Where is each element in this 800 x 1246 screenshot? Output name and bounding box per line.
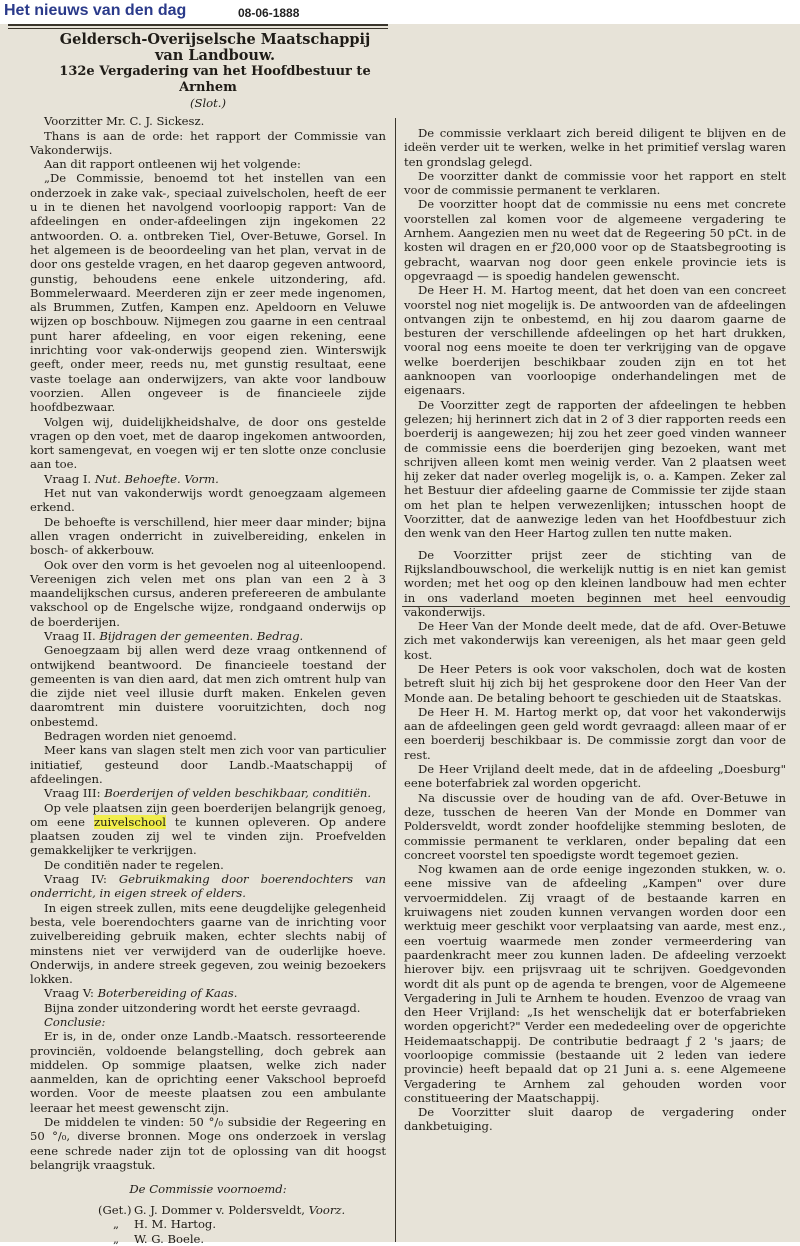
paragraph: Volgen wij, duidelijkheidshalve, de door ons gestelde vragen op den voet, met de daarop ingekomen antwoorden, kort samengevat, en voegen wij er ten slotte onze conclusie aan toe. bbox=[30, 414, 386, 472]
paragraph: De Heer Van der Monde deelt mede, dat de afd. Over-Betuwe zich met vakonderwijs kan vereenigen, als het maar geen geld kost. bbox=[404, 619, 786, 662]
paragraph: Ook over den vorm is het gevoelen nog al uiteenloopend. Vereenigen zich velen met ons plan van een 2 à 3 maandelijkschen cursus, anderen prefereeren de ambulante vakschool op de Engelsche wijze, rondgaand onderwijs op de boerderijen. bbox=[30, 557, 386, 629]
question-heading: Vraag V: Boterbereiding of Kaas. bbox=[44, 986, 238, 1001]
site-header bbox=[0, 0, 800, 24]
paragraph: Het nut van vakonderwijs wordt genoegzaam algemeen erkend. bbox=[30, 486, 386, 515]
paragraph: De behoefte is verschillend, hier meer daar minder; bijna allen vragen onderricht in zuivelbereiding, enkelen in bosch- of akkerbouw. bbox=[30, 514, 386, 558]
paragraph: De middelen te vinden: 50 °/₀ subsidie der Regeering en 50 °/₀, diverse bronnen. Moge ons onderzoek in verslag eene schrede nader zijn tot de oplossing van dit hoogst belangrijk vraagstuk. bbox=[30, 1115, 386, 1172]
question-heading: Vraag II. Bijdragen der gemeenten. Bedrag. bbox=[44, 628, 304, 643]
paragraph: De Heer Peters is ook voor vakscholen, doch wat de kosten betreft sluit hij zich bij het gesprokene door den Heer Van der Monde aan. De betaling behoort te geschieden uit de Staatskas. bbox=[404, 661, 786, 705]
paragraph: Bedragen worden niet genoemd. bbox=[44, 729, 237, 744]
column-divider bbox=[395, 118, 396, 1242]
paragraph: De Voorzitter sluit daarop de vergadering onder dankbetuiging. bbox=[404, 1105, 786, 1134]
newspaper-clipping bbox=[0, 24, 800, 1246]
article-title-line1: Geldersch-Overijselsche Maatschappij bbox=[59, 31, 371, 48]
paragraph: De Voorzitter zegt de rapporten der afdeelingen te hebben gelezen; hij herinnert zich dat in 2 of 3 dier rapporten reeds een boerderij is aangewezen; hij zou het zeer goed vinden wanneer de commissie eens die boerderijen ging bezoeken, want met schrijven alleen komt men weinig verder. Van 2 plaatsen weet hij zeker dat nader overleg mogelijk is, o. a. Kampen. Zeker zal het Bestuur dier afdeeling gaarne de Commissie ter zijde staan om het plan te helpen verwezenlijken; intusschen hoopt de Voorzitter, dat de aanwezige leden van het Hoofdbestuur zich den wenk van den Heer Hartog zullen ten nutte maken. bbox=[404, 397, 786, 541]
conclusion-heading: Conclusie: bbox=[44, 1015, 106, 1029]
paragraph: Genoegzaam bij allen werd deze vraag ontkennend of ontwijkend beantwoord. De financieele toestand der gemeenten is van dien aard, dat men zich omtrent hulp van die zijde niet veel illusie durft maken. Enkelen geven daaromtrent min duistere vooruitzichten, doch nog onbestemd. bbox=[30, 643, 386, 729]
signatures bbox=[30, 1203, 386, 1246]
paragraph: Aan dit rapport ontleenen wij het volgende: bbox=[44, 157, 301, 172]
paragraph: Op vele plaatsen zijn geen boerderijen belangrijk genoeg, om eene zuivelschool te kunnen opleveren. Op andere plaatsen zouden zij wel te vinden zijn. Proefvelden gemakkelijker te verkrijgen. bbox=[30, 800, 386, 858]
signature-line: „ H. M. Hartog. bbox=[112, 1217, 217, 1232]
paragraph: Thans is aan de orde: het rapport der Commissie van Vakonderwijs. bbox=[30, 128, 386, 157]
paragraph: Meer kans van slagen stelt men zich voor van particulier initiatief, gesteund door Landb.-Maatschappij of afdeelingen. bbox=[30, 743, 386, 786]
highlighted-term: zuivelschool bbox=[93, 814, 166, 829]
article-title-line2: van Landbouw. bbox=[154, 47, 276, 64]
site-title: Het nieuws van den dag bbox=[4, 2, 187, 19]
paragraph: Bijna zonder uitzondering wordt het eerste gevraagd. bbox=[44, 1000, 361, 1015]
signature-line: „ W. G. Boele. bbox=[112, 1231, 205, 1246]
paragraph: De Voorzitter prijst zeer de stichting van de Rijkslandbouwschool, die werkelijk nuttig is en niet kan gemist worden; met het oog op den kleinen landbouw had men echter in ons vaderland moeten beginnen met heel eenvoudig vakonderwijs. bbox=[404, 547, 786, 619]
left-column bbox=[30, 32, 386, 1246]
paragraph: Nog kwamen aan de orde eenige ingezonden stukken, w. o. eene missive van de afdeeling „Kampen" over dure vervoermiddelen. Zij vraagt of de bestaande karren en kruiwagens niet zouden kunnen vervangen worden door een werktuig meer geschikt voor verplaatsing van aarde, mest enz., een voertuig waarmede men zonder vermeerdering van paardenkracht meer zou kunnen laden. De afdeeling verzoekt hierover bijv. een prijsvraag uit te schrijven. Goedgevonden wordt dit als punt op de agenda te brengen, voor de Algemeene Vergadering in Juli te Arnhem te houden. Evenzoo de vraag van den Heer Vrijland: „Is het wenschelijk dat er boterfabrieken worden opgericht?" Verder een mededeeling over de opgerichte Heidemaatschappij. De contributie bedraagt ƒ 2 's jaars; de voorloopige commissie (bestaande uit 2 leden van iedere provincie) heeft bepaald dat op 21 Juni a. s. eene Algemeene Vergadering te Arnhem zal gehouden worden voor constitueering der Maatschappij. bbox=[404, 862, 786, 1105]
article-subtitle: 132e Vergadering van het Hoofdbestuur te Arnhem bbox=[59, 64, 371, 95]
article-slot: (Slot.) bbox=[189, 96, 227, 110]
paragraph: Voorzitter Mr. C. J. Sickesz. bbox=[44, 114, 205, 129]
paragraph: De conditiën nader te regelen. bbox=[44, 857, 224, 872]
paragraph: „De Commissie, benoemd tot het instellen van een onderzoek in zake vak-, speciaal zuivelscholen, heeft de eer u in te dienen het navolgend voorloopig rapport: Van de afdeelingen en onder-afdeelingen zijn ingekomen 22 antwoorden. O. a. ontbreken Tiel, Over-Betuwe, Gorsel. In het algemeen is de beoordeeling van het plan, vervat in de door ons gestelde vragen, en het daarop gegeven antwoord, gunstig, behoudens eene enkele uitzondering, afd. Bommelerwaard. Meerderen zijn er zeer mede ingenomen, als Brummen, Zutfen, Kampen enz. Apeldoorn en Veluwe wijzen op boschbouw. Nijmegen zou gaarne in een centraal punt harer afdeeling, en voor eigen rekening, eene inrichting voor vak-onderwijs geopend zien. Winterswijk geeft, onder meer, reeds nu, met gunstig resultaat, eene vaste toelage aan onderwijzers, van akte voor landbouw voorzien. Allen ongeveer is de financieele zijde hoofdbezwaar. bbox=[30, 171, 386, 415]
commission-signoff: De Commissie voornoemd: bbox=[129, 1182, 287, 1197]
paragraph: Er is, in de, onder onze Landb.-Maatsch. ressorteerende provinciën, voldoende belangstelling, doch gebrek aan middelen. Op sommige plaatsen, welke zich nader aanmelden, kan de oprichting eener Vakschool beproefd worden. Voor de meeste plaatsen zou een ambulante leeraar het meest gewenscht zijn. bbox=[30, 1029, 386, 1115]
paragraph: In eigen streek zullen, mits eene deugdelijke gelegenheid besta, vele boerendochters gaarne van de inrichting voor zuivelbereiding gebruik maken, echter slechts nabij of minstens niet ver verwijderd van de ouderlijke hoeve. Onderwijs, in andere streek gegeven, zou weinig bezoekers lokken. bbox=[30, 900, 386, 987]
paragraph: Na discussie over de houding van de afd. Over-Betuwe in deze, tusschen de heeren Van der Monde en Dommer van Poldersveldt, wordt zonder hoofdelijke stemming besloten, de commissie permanent te verklaren, onder bepaling dat een concreet voorstel ten spoedigste wordt tegemoet gezien. bbox=[404, 790, 786, 862]
question-heading: Vraag IV: Gebruikmaking door boerendochters van onderricht, in eigen streek of elders. bbox=[30, 872, 387, 901]
publication-date: 08-06-1888 bbox=[238, 6, 300, 20]
paragraph: De Heer Vrijland deelt mede, dat in de afdeeling „Doesburg" eene boterfabriek zal worden opgericht. bbox=[404, 762, 786, 791]
paragraph: De Heer H. M. Hartog merkt op, dat voor het vakonderwijs aan de afdeelingen geen geld wordt gevraagd: alleen maar of er een boerderij beschikbaar is. De commissie zorgt dan voor de rest. bbox=[404, 704, 786, 762]
paragraph: De voorzitter dankt de commissie voor het rapport en stelt voor de commissie permanent te verklaren. bbox=[404, 168, 786, 198]
question-heading: Vraag I. Nut. Behoefte. Vorm. bbox=[44, 471, 219, 486]
right-column bbox=[404, 126, 786, 1134]
top-rule-thin bbox=[8, 28, 388, 29]
signature-line: (Get.) G. J. Dommer v. Poldersveldt, Voorz. bbox=[98, 1202, 346, 1217]
top-rule bbox=[8, 24, 388, 26]
paragraph: De commissie verklaart zich bereid diligent te blijven en de ideën verder uit te werken, welke in het primitief verslag waren ten grondslag gelegd. bbox=[404, 126, 786, 169]
paragraph: De voorzitter hoopt dat de commissie nu eens met concrete voorstellen zal komen voor de algemeene vergadering te Arnhem. Aangezien men nu weet dat de Regeering 50 pCt. in de kosten wil dragen en er ƒ20,000 voor op de Staatsbegrooting is gebracht, waarvan nog door geen enkele provincie iets is opgevraagd — is spoedig handelen gewenscht. bbox=[404, 197, 786, 283]
paragraph: De Heer H. M. Hartog meent, dat het doen van een concreet voorstel nog niet mogelijk is. De antwoorden van de afdeelingen ontvangen zijn te onbestemd, en hij zou daarom gaarne de besturen der verschillende afdeelingen op het hart drukken, vooral nog eens moeite te doen ter verkrijging van de opgave welke boerderijen beschikbaar zouden zijn en tot het aanknoopen van voorloopige onderhandelingen met de eigenaars. bbox=[404, 283, 786, 398]
question-heading: Vraag III: Boerderijen of velden beschikbaar, conditiën. bbox=[44, 786, 372, 801]
